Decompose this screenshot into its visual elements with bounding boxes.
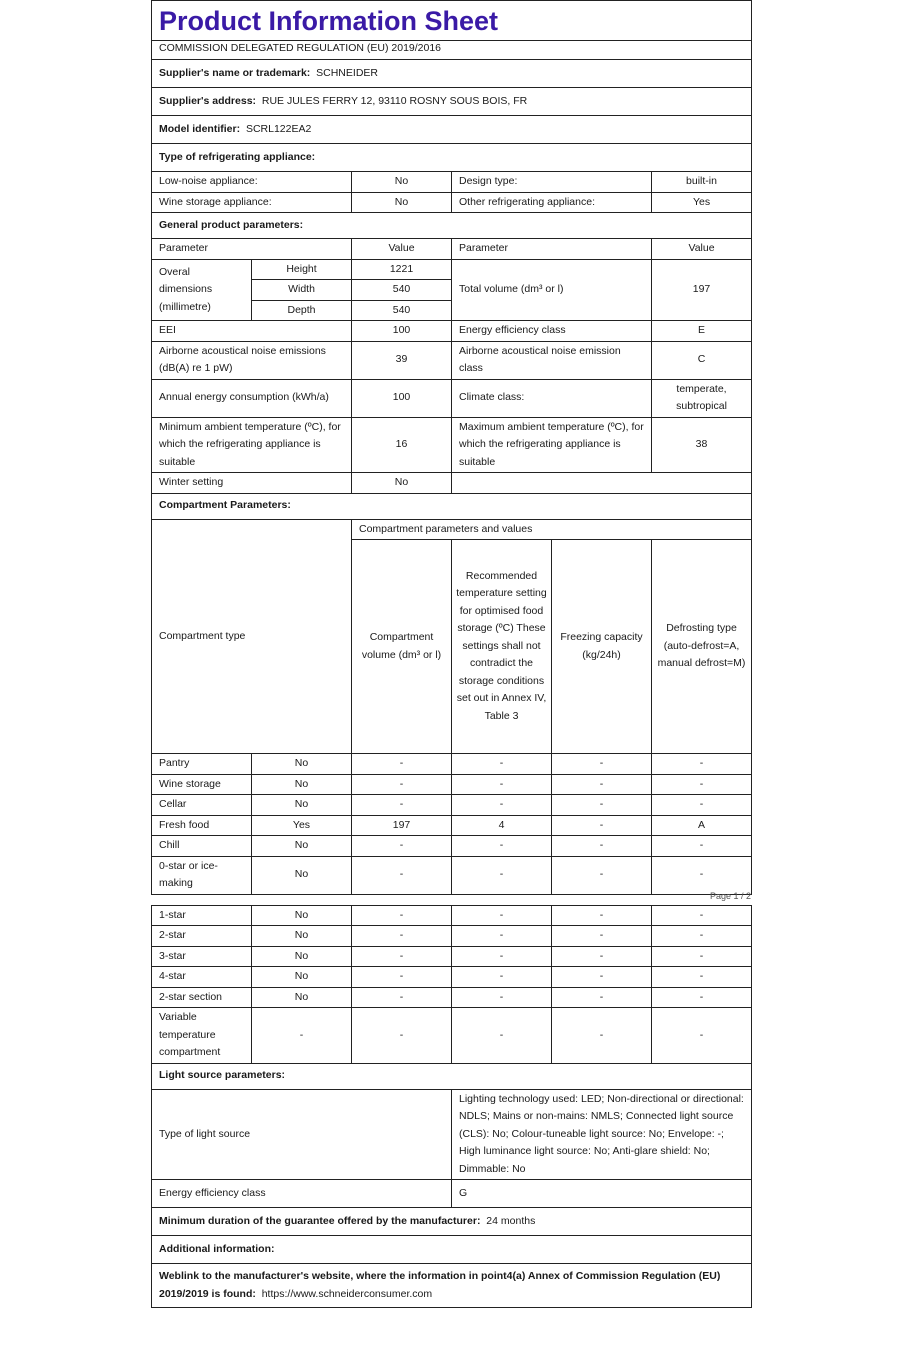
supplier-address-row: [152, 88, 752, 116]
page-title: Product Information Sheet: [152, 1, 752, 41]
compartment-defrost: -: [652, 926, 752, 947]
noise-class-value: C: [652, 341, 752, 379]
compartment-volume: -: [352, 905, 452, 926]
table-row: [152, 905, 752, 926]
compartment-present: No: [252, 754, 352, 775]
compartment-temp: 4: [452, 815, 552, 836]
compartment-name: Wine storage: [152, 774, 252, 795]
table-row: [152, 795, 752, 816]
page-number: Page 1 / 2: [709, 890, 751, 901]
compartment-defrost: -: [652, 856, 752, 894]
compartment-volume: -: [352, 836, 452, 857]
supplier-address-label: Supplier's address:: [159, 94, 257, 107]
dimensions-label: Overal dimensions (millimetre): [152, 259, 252, 321]
temperature-column-header: Recommended temperature setting for optimised food storage (ºC) These settings shall not contradict the storage conditions set out in Annex IV, Table 3: [452, 540, 552, 754]
compartment-name: 2-star section: [152, 987, 252, 1008]
compartment-name: 4-star: [152, 967, 252, 988]
param-value: No: [352, 172, 452, 193]
width-label: Width: [252, 280, 352, 301]
model-identifier-label: Model identifier:: [159, 122, 241, 135]
table-row: [152, 1008, 752, 1064]
compartment-name: 3-star: [152, 946, 252, 967]
compartment-present: No: [252, 836, 352, 857]
compartment-defrost: -: [652, 905, 752, 926]
param-label: Wine storage appliance:: [152, 192, 352, 213]
additional-info-heading: Additional information:: [152, 1236, 752, 1264]
min-temp-value: 16: [352, 417, 452, 473]
compartment-present: No: [252, 905, 352, 926]
table-row: [152, 926, 752, 947]
compartment-freeze: -: [552, 967, 652, 988]
compartment-temp: -: [452, 795, 552, 816]
param-value: No: [352, 192, 452, 213]
compartment-volume: -: [352, 774, 452, 795]
height-label: Height: [252, 259, 352, 280]
compartment-freeze: -: [552, 795, 652, 816]
noise-value: 39: [352, 341, 452, 379]
guarantee-label: Minimum duration of the guarantee offered by the manufacturer:: [159, 1214, 481, 1227]
annual-energy-value: 100: [352, 379, 452, 417]
compartment-temp: -: [452, 905, 552, 926]
noise-label: Airborne acoustical noise emissions (dB(A) re 1 pW): [152, 341, 352, 379]
energy-class-label: Energy efficiency class: [452, 321, 652, 342]
max-temp-label: Maximum ambient temperature (ºC), for which the refrigerating appliance is suitable: [452, 417, 652, 473]
table-row: [152, 815, 752, 836]
compartment-freeze: -: [552, 774, 652, 795]
compartment-group-header: Compartment parameters and values: [352, 519, 752, 540]
depth-value: 540: [352, 300, 452, 321]
compartment-volume: 197: [352, 815, 452, 836]
compartment-freeze: -: [552, 836, 652, 857]
compartment-present: No: [252, 926, 352, 947]
appliance-type-heading: Type of refrigerating appliance:: [152, 144, 752, 172]
compartment-temp: -: [452, 836, 552, 857]
table-row: [152, 856, 752, 894]
guarantee-row: [152, 1208, 752, 1236]
param-value: Yes: [652, 192, 752, 213]
compartment-freeze: -: [552, 926, 652, 947]
supplier-name-row: [152, 60, 752, 88]
annual-energy-label: Annual energy consumption (kWh/a): [152, 379, 352, 417]
compartment-temp: -: [452, 987, 552, 1008]
compartment-name: 2-star: [152, 926, 252, 947]
regulation-reference: COMMISSION DELEGATED REGULATION (EU) 2019/2016: [152, 41, 752, 60]
compartment-temp: -: [452, 1008, 552, 1064]
light-energy-class-label: Energy efficiency class: [152, 1180, 452, 1208]
compartment-volume: -: [352, 795, 452, 816]
compartment-defrost: -: [652, 774, 752, 795]
compartment-present: No: [252, 774, 352, 795]
compartment-defrost: -: [652, 1008, 752, 1064]
total-volume-value: 197: [652, 259, 752, 321]
compartment-volume: -: [352, 754, 452, 775]
compartment-temp: -: [452, 774, 552, 795]
compartment-freeze: -: [552, 815, 652, 836]
empty-cell: [452, 473, 752, 494]
compartment-name: Variable temperature compartment: [152, 1008, 252, 1064]
page-break: [151, 890, 751, 905]
compartment-temp: -: [452, 967, 552, 988]
compartment-defrost: -: [652, 795, 752, 816]
compartment-name: Pantry: [152, 754, 252, 775]
freezing-column-header: Freezing capacity (kg/24h): [552, 540, 652, 754]
light-source-heading: Light source parameters:: [152, 1063, 752, 1089]
eei-value: 100: [352, 321, 452, 342]
compartment-volume: -: [352, 987, 452, 1008]
compartment-present: No: [252, 967, 352, 988]
compartment-present: No: [252, 856, 352, 894]
weblink-row: [152, 1264, 752, 1308]
compartment-volume: -: [352, 926, 452, 947]
compartment-type-label: Compartment type: [152, 519, 352, 754]
table-row: [152, 987, 752, 1008]
compartment-temp: -: [452, 946, 552, 967]
min-temp-label: Minimum ambient temperature (ºC), for which the refrigerating appliance is suitable: [152, 417, 352, 473]
weblink-label: Weblink to the manufacturer's website, where the information in point4(a) Annex of Commission Regulation (EU) 2019/2019 is found:: [159, 1270, 721, 1300]
depth-label: Depth: [252, 300, 352, 321]
param-label: Low-noise appliance:: [152, 172, 352, 193]
compartment-defrost: -: [652, 946, 752, 967]
table-row: [152, 836, 752, 857]
table-row: [152, 774, 752, 795]
column-header: Parameter: [452, 239, 652, 260]
total-volume-label: Total volume (dm³ or l): [452, 259, 652, 321]
general-parameters-heading: General product parameters:: [152, 213, 752, 239]
winter-setting-value: No: [352, 473, 452, 494]
compartment-defrost: -: [652, 754, 752, 775]
table-row: [152, 754, 752, 775]
compartment-volume: -: [352, 1008, 452, 1064]
winter-setting-label: Winter setting: [152, 473, 352, 494]
supplier-name-label: Supplier's name or trademark:: [159, 66, 311, 79]
climate-class-value: temperate, subtropical: [652, 379, 752, 417]
energy-class-value: E: [652, 321, 752, 342]
height-value: 1221: [352, 259, 452, 280]
compartment-present: -: [252, 1008, 352, 1064]
eei-label: EEI: [152, 321, 352, 342]
compartment-defrost: -: [652, 967, 752, 988]
volume-column-header: Compartment volume (dm³ or l): [352, 540, 452, 754]
compartment-temp: -: [452, 856, 552, 894]
noise-class-label: Airborne acoustical noise emission class: [452, 341, 652, 379]
compartment-freeze: -: [552, 905, 652, 926]
compartment-name: 0-star or ice-making: [152, 856, 252, 894]
max-temp-value: 38: [652, 417, 752, 473]
compartment-volume: -: [352, 967, 452, 988]
compartment-freeze: -: [552, 856, 652, 894]
param-label: Design type:: [452, 172, 652, 193]
compartment-freeze: -: [552, 946, 652, 967]
compartment-name: 1-star: [152, 905, 252, 926]
table-row: [152, 967, 752, 988]
climate-class-label: Climate class:: [452, 379, 652, 417]
compartment-volume: -: [352, 946, 452, 967]
compartment-volume: -: [352, 856, 452, 894]
compartment-defrost: -: [652, 836, 752, 857]
guarantee-value: 24 months: [486, 1214, 536, 1227]
model-identifier: SCRL122EA2: [245, 122, 312, 135]
supplier-name: SCHNEIDER: [316, 66, 378, 79]
compartment-freeze: -: [552, 754, 652, 775]
weblink[interactable]: https://www.schneiderconsumer.com: [261, 1287, 433, 1300]
compartment-temp: -: [452, 754, 552, 775]
compartment-name: Chill: [152, 836, 252, 857]
compartment-temp: -: [452, 926, 552, 947]
compartment-defrost: A: [652, 815, 752, 836]
light-source-type-label: Type of light source: [152, 1089, 452, 1180]
defrost-column-header: Defrosting type (auto-defrost=A, manual defrost=M): [652, 540, 752, 754]
compartment-present: No: [252, 795, 352, 816]
compartment-freeze: -: [552, 1008, 652, 1064]
product-information-sheet: [151, 0, 751, 1308]
compartment-present: Yes: [252, 815, 352, 836]
compartment-name: Cellar: [152, 795, 252, 816]
compartment-present: No: [252, 987, 352, 1008]
compartment-present: No: [252, 946, 352, 967]
model-identifier-row: [152, 116, 752, 144]
param-label: Other refrigerating appliance:: [452, 192, 652, 213]
light-energy-class-value: G: [452, 1180, 752, 1208]
supplier-address: RUE JULES FERRY 12, 93110 ROSNY SOUS BOIS, FR: [261, 94, 528, 107]
param-value: built-in: [652, 172, 752, 193]
compartment-freeze: -: [552, 987, 652, 1008]
light-source-type-value: Lighting technology used: LED; Non-directional or directional: NDLS; Mains or non-mains: NMLS; Connected light source (CLS): No; Colour-tuneable light source: No; Envelope: -; High luminance light source: No; Anti-glare shield: No; Dimmable: No: [452, 1089, 752, 1180]
sheet-table-page-1: [151, 0, 752, 895]
width-value: 540: [352, 280, 452, 301]
sheet-table-page-2: [151, 905, 752, 1309]
column-header: Parameter: [152, 239, 352, 260]
column-header: Value: [352, 239, 452, 260]
column-header: Value: [652, 239, 752, 260]
compartment-parameters-heading: Compartment Parameters:: [152, 493, 752, 519]
table-row: [152, 946, 752, 967]
compartment-name: Fresh food: [152, 815, 252, 836]
compartment-defrost: -: [652, 987, 752, 1008]
